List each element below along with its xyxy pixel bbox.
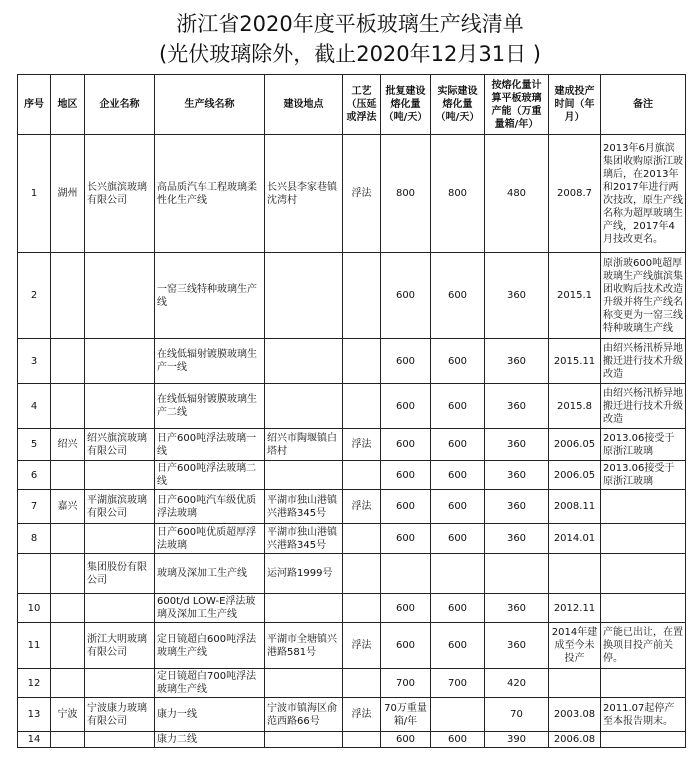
table-row <box>18 490 686 524</box>
cell-approved: 600 <box>381 429 431 461</box>
cell-process <box>343 339 381 384</box>
cell-seq: 14 <box>18 732 51 748</box>
cell-region <box>51 594 85 623</box>
header-time: 建成投产时间（年月） <box>549 75 601 135</box>
cell-capacity: 360 <box>485 594 549 623</box>
cell-actual: 600 <box>431 253 485 339</box>
table-row <box>18 698 686 732</box>
cell-note: 2011.07起停产至本报告期末。 <box>601 698 686 732</box>
cell-seq: 5 <box>18 429 51 461</box>
table-row <box>18 669 686 698</box>
cell-time: 2012.11 <box>549 594 601 623</box>
cell-capacity: 360 <box>485 384 549 429</box>
cell-line: 康力二线 <box>155 732 265 748</box>
cell-site: 平湖市独山港镇兴港路345号 <box>265 524 343 554</box>
cell-approved: 600 <box>381 339 431 384</box>
cell-process <box>343 461 381 490</box>
cell-region: 绍兴 <box>51 429 85 461</box>
cell-site <box>265 461 343 490</box>
cell-approved: 600 <box>381 623 431 669</box>
cell-region <box>51 524 85 554</box>
table-row <box>18 461 686 490</box>
cell-approved: 600 <box>381 732 431 748</box>
cell-process <box>343 594 381 623</box>
cell-approved: 800 <box>381 135 431 253</box>
cell-capacity: 390 <box>485 732 549 748</box>
table-row <box>18 732 686 748</box>
production-line-table <box>17 74 686 748</box>
cell-seq: 10 <box>18 594 51 623</box>
cell-line: 玻璃及深加工生产线 <box>155 554 265 594</box>
cell-region: 嘉兴 <box>51 490 85 524</box>
header-company: 企业名称 <box>85 75 155 135</box>
cell-company <box>85 384 155 429</box>
cell-note <box>601 554 686 594</box>
cell-region <box>51 339 85 384</box>
table-row <box>18 135 686 253</box>
cell-seq: 6 <box>18 461 51 490</box>
cell-time: 2006.05 <box>549 461 601 490</box>
table-row <box>18 339 686 384</box>
cell-approved: 600 <box>381 524 431 554</box>
cell-process: 浮法 <box>343 490 381 524</box>
cell-note: 2013.06接受于原浙江玻璃 <box>601 461 686 490</box>
cell-company <box>85 732 155 748</box>
cell-approved: 600 <box>381 490 431 524</box>
cell-time: 2006.05 <box>549 429 601 461</box>
cell-site: 绍兴市陶堰镇白塔村 <box>265 429 343 461</box>
cell-company: 长兴旗滨玻璃有限公司 <box>85 135 155 253</box>
cell-site: 长兴县李家巷镇沈湾村 <box>265 135 343 253</box>
cell-seq: 13 <box>18 698 51 732</box>
cell-capacity <box>485 554 549 594</box>
cell-approved: 600 <box>381 461 431 490</box>
cell-line: 600t/d LOW-E浮法玻璃及深加工生产线 <box>155 594 265 623</box>
cell-time: 2015.8 <box>549 384 601 429</box>
cell-region <box>51 253 85 339</box>
header-actual: 实际建设熔化量（吨/天） <box>431 75 485 135</box>
cell-actual: 600 <box>431 732 485 748</box>
cell-company <box>85 524 155 554</box>
cell-time: 2014.01 <box>549 524 601 554</box>
cell-approved: 70万重量箱/年 <box>381 698 431 732</box>
cell-note <box>601 524 686 554</box>
cell-time: 2015.11 <box>549 339 601 384</box>
page-title: 浙江省2020年度平板玻璃生产线清单 <box>176 12 524 36</box>
cell-site <box>265 594 343 623</box>
cell-region <box>51 554 85 594</box>
cell-process <box>343 384 381 429</box>
cell-approved: 600 <box>381 253 431 339</box>
cell-company <box>85 253 155 339</box>
cell-process: 浮法 <box>343 623 381 669</box>
cell-seq: 12 <box>18 669 51 698</box>
cell-time: 2008.11 <box>549 490 601 524</box>
cell-site <box>265 669 343 698</box>
cell-note <box>601 732 686 748</box>
cell-line: 定日镜超白600吨浮法玻璃生产线 <box>155 623 265 669</box>
cell-company: 集团股份有限公司 <box>85 554 155 594</box>
cell-note <box>601 594 686 623</box>
cell-actual: 600 <box>431 490 485 524</box>
cell-process <box>343 669 381 698</box>
table-row <box>18 623 686 669</box>
table-row <box>18 253 686 339</box>
cell-company <box>85 461 155 490</box>
cell-capacity: 360 <box>485 429 549 461</box>
cell-line: 一窑三线特种玻璃生产线 <box>155 253 265 339</box>
cell-actual: 700 <box>431 669 485 698</box>
cell-line: 日产600吨浮法玻璃二线 <box>155 461 265 490</box>
header-approved: 批复建设熔化量（吨/天） <box>381 75 431 135</box>
cell-time <box>549 554 601 594</box>
cell-capacity: 360 <box>485 461 549 490</box>
cell-seq: 8 <box>18 524 51 554</box>
cell-seq: 2 <box>18 253 51 339</box>
cell-site <box>265 253 343 339</box>
cell-capacity: 480 <box>485 135 549 253</box>
table-row <box>18 524 686 554</box>
cell-capacity: 360 <box>485 253 549 339</box>
cell-line: 日产600吨浮法玻璃一线 <box>155 429 265 461</box>
cell-approved: 600 <box>381 594 431 623</box>
cell-time: 2006.08 <box>549 732 601 748</box>
cell-line: 日产600吨优质超厚浮法玻璃 <box>155 524 265 554</box>
cell-region <box>51 461 85 490</box>
header-note: 备注 <box>601 75 686 135</box>
cell-note: 2013.06接受于原浙江玻璃 <box>601 429 686 461</box>
cell-approved <box>381 554 431 594</box>
cell-actual <box>431 554 485 594</box>
cell-process <box>343 524 381 554</box>
cell-region <box>51 669 85 698</box>
cell-actual: 600 <box>431 524 485 554</box>
cell-actual: 600 <box>431 594 485 623</box>
cell-seq: 3 <box>18 339 51 384</box>
cell-process <box>343 732 381 748</box>
cell-note <box>601 669 686 698</box>
cell-line: 康力一线 <box>155 698 265 732</box>
cell-note: 原浙玻600吨超厚玻璃生产线旗滨集团收购后技术改造升级并将生产线名称变更为一窑三线特种玻璃生产线 <box>601 253 686 339</box>
cell-line: 日产600吨汽车级优质浮法玻璃 <box>155 490 265 524</box>
cell-site: 运河路1999号 <box>265 554 343 594</box>
cell-note: 产能已出让，在置换项目投产前关停。 <box>601 623 686 669</box>
cell-approved: 700 <box>381 669 431 698</box>
cell-line: 在线低辐射镀膜玻璃生产一线 <box>155 339 265 384</box>
cell-line: 高品质汽车工程玻璃柔性化生产线 <box>155 135 265 253</box>
table-row <box>18 594 686 623</box>
header-region: 地区 <box>51 75 85 135</box>
cell-actual: 600 <box>431 384 485 429</box>
cell-region <box>51 732 85 748</box>
cell-note: 2013年6月旗滨集团收购原浙江玻璃后，在2013年和2017年进行两次技改，原生产线名称为超厚玻璃生产线，2017年4月技改更名。 <box>601 135 686 253</box>
cell-approved: 600 <box>381 384 431 429</box>
cell-site <box>265 732 343 748</box>
table-row <box>18 554 686 594</box>
cell-company: 平湖旗滨玻璃有限公司 <box>85 490 155 524</box>
cell-region <box>51 384 85 429</box>
cell-capacity: 70 <box>485 698 549 732</box>
cell-actual: 800 <box>431 135 485 253</box>
cell-company: 绍兴旗滨玻璃有限公司 <box>85 429 155 461</box>
cell-site: 平湖市独山港镇兴港路345号 <box>265 490 343 524</box>
header-site: 建设地点 <box>265 75 343 135</box>
cell-process <box>343 253 381 339</box>
cell-note: 由绍兴杨汛桥异地搬迁进行技术升级改造 <box>601 339 686 384</box>
cell-site: 平湖市全塘镇兴港路581号 <box>265 623 343 669</box>
cell-seq: 11 <box>18 623 51 669</box>
cell-region <box>51 623 85 669</box>
cell-actual: 600 <box>431 429 485 461</box>
cell-time: 2008.7 <box>549 135 601 253</box>
cell-time: 2003.08 <box>549 698 601 732</box>
cell-capacity: 360 <box>485 339 549 384</box>
table-row <box>18 429 686 461</box>
cell-capacity: 360 <box>485 524 549 554</box>
table-row <box>18 384 686 429</box>
cell-time: 2014年建成至今未投产 <box>549 623 601 669</box>
header-capacity: 按熔化量计算平板玻璃产能（万重量箱/年） <box>485 75 549 135</box>
cell-actual: 600 <box>431 339 485 384</box>
cell-capacity: 420 <box>485 669 549 698</box>
cell-actual <box>431 698 485 732</box>
cell-actual: 600 <box>431 623 485 669</box>
cell-note: 由绍兴杨汛桥异地搬迁进行技术升级改造 <box>601 384 686 429</box>
header-seq: 序号 <box>18 75 51 135</box>
header-line: 生产线名称 <box>155 75 265 135</box>
cell-seq <box>18 554 51 594</box>
cell-site <box>265 384 343 429</box>
cell-region: 湖州 <box>51 135 85 253</box>
cell-time <box>549 669 601 698</box>
cell-capacity: 360 <box>485 490 549 524</box>
header-process: 工艺（压延或浮法 <box>343 75 381 135</box>
cell-seq: 4 <box>18 384 51 429</box>
cell-process: 浮法 <box>343 135 381 253</box>
cell-capacity: 360 <box>485 623 549 669</box>
page-subtitle: (光伏玻璃除外，截止2020年12月31日 ) <box>159 42 541 66</box>
cell-company <box>85 669 155 698</box>
cell-line: 在线低辐射镀膜玻璃生产二线 <box>155 384 265 429</box>
header-row <box>18 75 686 135</box>
cell-time: 2015.1 <box>549 253 601 339</box>
cell-process: 浮法 <box>343 698 381 732</box>
cell-region: 宁波 <box>51 698 85 732</box>
cell-company: 浙江大明玻璃有限公司 <box>85 623 155 669</box>
cell-process <box>343 554 381 594</box>
cell-process: 浮法 <box>343 429 381 461</box>
cell-company <box>85 594 155 623</box>
cell-seq: 7 <box>18 490 51 524</box>
cell-site <box>265 339 343 384</box>
cell-note <box>601 490 686 524</box>
cell-site: 宁波市镇海区俞范西路66号 <box>265 698 343 732</box>
cell-company: 宁波康力玻璃有限公司 <box>85 698 155 732</box>
cell-company <box>85 339 155 384</box>
cell-line: 定日镜超白700吨浮法玻璃生产线 <box>155 669 265 698</box>
cell-seq: 1 <box>18 135 51 253</box>
cell-actual: 600 <box>431 461 485 490</box>
